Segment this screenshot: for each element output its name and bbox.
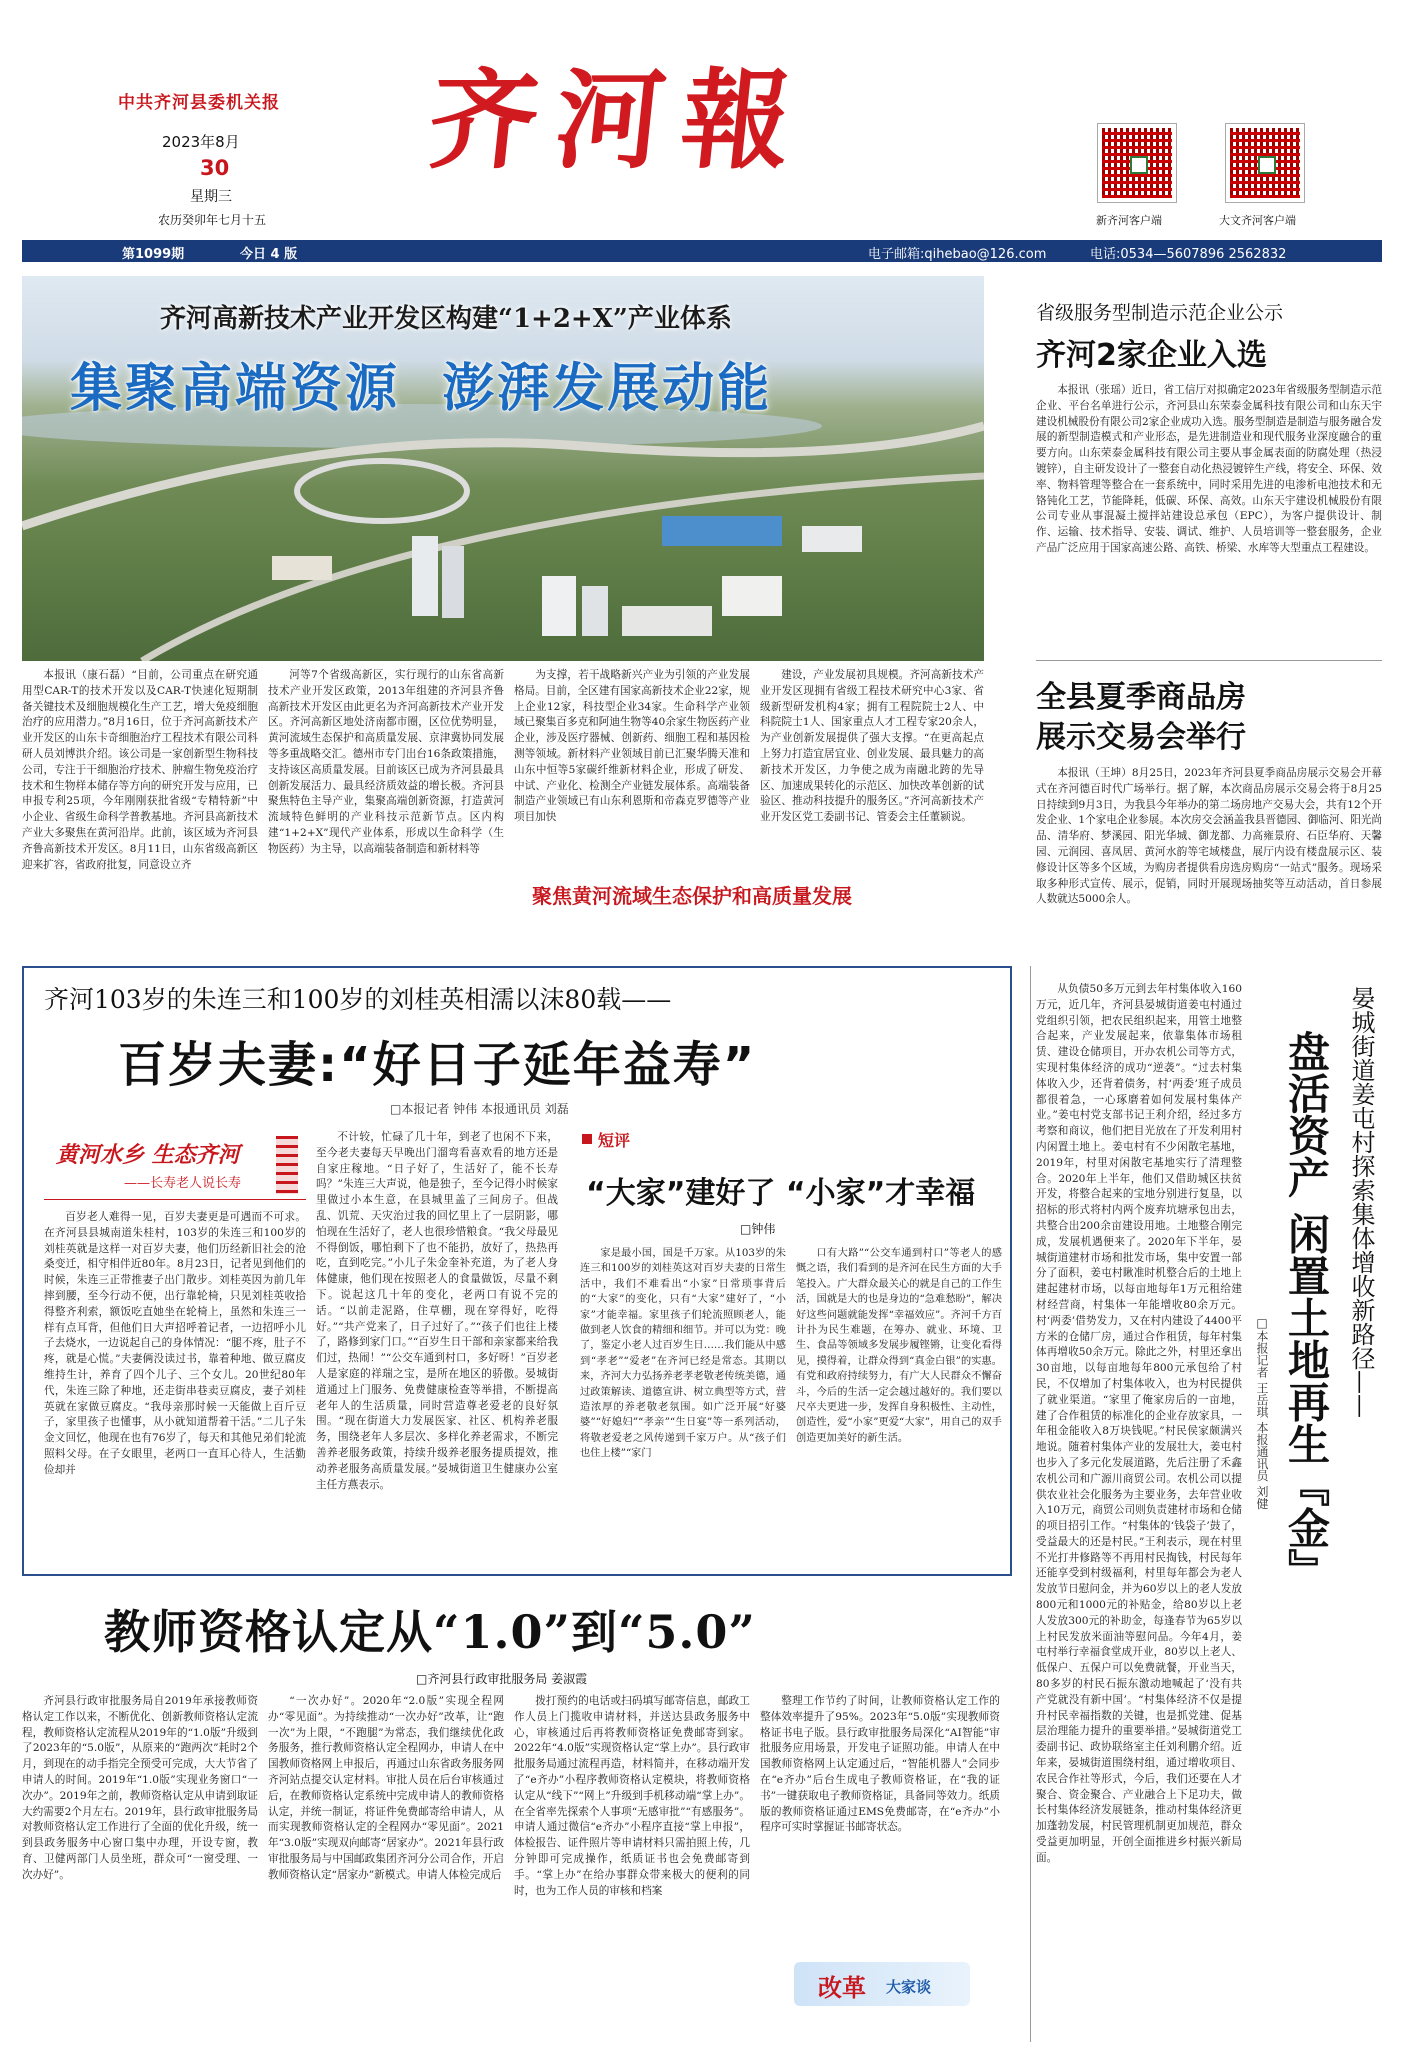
teacher-column-3: 拨打预约的电话或扫码填写邮寄信息，邮政工作人员上门揽收申请材料，并送达县政务服务中心，审核通过后再将教师资格证免费邮寄到家。2022年“4.0版”实现资格认定“掌上办”。县行政审批服务局通过流程再造，材料简并，在移动端开发了“e齐办”小程序教师资格认定模块，将教师资格认定从“线下”“网上”升级到手机移动端“掌上办”。在全省率先探索个人事项“无感审批”“有感服务”。申请人通过微信“e齐办”小程序直接“掌上申报”，体检报告、证件照片等申请材料只需拍照上传，几分钟即可完成操作，纸质证书也会免费邮寄到手。“掌上办”在给办事群众带来极大的便利的同时，也为工作人员的审核和档案 (514, 1695, 750, 1897)
commentary-column-2: 口有大路”“公交车通到村口”等老人的感慨之语，我们看到的是齐河在民生方面的大手笔投入。广大群众最关心的就是自己的工作生活，国就是大的也是身边的“急难愁盼”，解决好这些问题就能发挥“幸福效应”。齐河千方百计扑为民生难题，在筹办、就业、环境、卫生、食品等领域多发展步履铿锵，让变化看得见，摸得着，让群众得到“真金白银”的实惠。有党和政府持续努力，有广大人民群众不懈奋斗，今后的生活一定会越过越好的。我们要以尺卒夫更进一步，发挥自身积极性、主动性，创造性，爱“小家”更爱“大家”，用自己的双手创造更加美好的新生活。 (796, 1248, 1002, 1444)
newspaper-logo: 齐河報 (423, 58, 815, 184)
commentary-title: “大家”建好了 “小家”才幸福 (586, 1176, 976, 1211)
side-byline: □本报记者 王岳琪 本报通讯员 刘健 (1255, 1316, 1269, 1510)
feature-byline: □本报记者 钟伟 本报通讯员 刘磊 (390, 1102, 569, 1116)
teacher-byline: □齐河县行政审批服务局 姜淑霞 (416, 1672, 588, 1686)
right2-title-line1: 全县夏季商品房 (1036, 680, 1246, 715)
page-count: 今日 4 版 (240, 247, 298, 262)
right1-title: 齐河2家企业入选 (1036, 338, 1267, 373)
lead-column-3: 为支撑，若干战略新兴产业为引领的产业发展格局。目前，全区建有国家高新技术企业22家，规上企业12家，科技型企业34家。生命科学产业领域已聚集百多克和阿迪生物等40余家生物医药产业企业，涉及医疗器械、创新药、细胞工程和基因检测等领域。新材料产业领域目前已汇聚华腾天准和山东中恒等5家碳纤维新材料企业，形成了研发、中试、产业化、检测全产业链发展体系。高端装备制造产业领域已有山东利恩斯和帝森克罗德等产业项目加快 (514, 669, 750, 824)
date-day: 30 (200, 156, 230, 180)
divider (1036, 660, 1382, 661)
reform-stamp-a: 改革 (818, 1974, 866, 2002)
commentary-column-1: 家是最小国，国是千万家。从103岁的朱连三和100岁的刘桂英这对百岁夫妻的日常生活中，我们不难看出“小家”日常琐事背后的“大家”的变化，只有“大家”建好了，“小家”才能幸福。家里孩子们轮流照顾老人，能做到老人饮食的精细和细节。并可以为党：晚了，鉴定小老人过百岁生日……我们能从中感到“孝老”“爱老”在齐河已经是常态。其期以来，齐河大力弘扬养老孝老敬老传统美德，通过政策解读、道德宣讲、树立典型等方式，营造浓厚的养老敬老氛围。如广泛开展“好婆婆”“好媳妇”“孝亲”“生日宴”等一系列活动，将敬老爱老之风传递到千家万户。从“孩子们也住上楼”“家门 (580, 1248, 786, 1460)
qr-code-icon[interactable] (1226, 124, 1304, 202)
weekday: 星期三 (190, 189, 232, 205)
qr-code-icon[interactable] (1098, 124, 1176, 202)
lead-headline: 集聚高端资源 澎湃发展动能 (70, 359, 773, 419)
feature-column-1: 百岁老人难得一见，百岁夫妻更是可遇而不可求。在齐河县县城南道朱桂村，103岁的朱连三和100岁的刘桂英就是这样一对百岁夫妻，他们历经新旧社会的沧桑变迁，相守相伴近80年。8月23日，记者见到他们的时候，朱连三正带推妻子出门散步。刘桂英因为前几年摔到腰，至今行动不便，出行靠轮椅，只见刘桂英收拾得整齐利索，额饭吃直她坐在轮椅上，虽然和朱连三一样有点耳背，但他们日大声招呼着记者，一边招呼小儿子去烧水，一边说起自己的身体情况：“腿不疼，肚子不疼，就是心慌。”夫妻俩没读过书，靠着种地、做豆腐皮维持生计，养育了四个儿子、三个女儿。20世纪80年代，朱连三除了种地，还走街串巷卖豆腐皮，妻子刘桂英就在家做豆腐皮。“我母亲那时候一天能做上百斤豆子，家里孩子也懂事，从小就知道帮着干活。”二儿子朱金文回忆，他现在也有76岁了，每天和其他兄弟们轮流照料父母。在子女眼里，老两口一直耳心待人，生活勤俭却并 (44, 1211, 306, 1476)
side-body: 从负债50多万元到去年村集体收入160万元，近几年，齐河县晏城街道姜屯村通过党组织引领，把农民组织起来，用管土地整合起来，产业发展起来，依靠集体市场租赁、建设仓储项目，开办农机公司等方式，实现村集体经济的成功“逆袭”。“过去村集体收入少，还背着债务，村‘两委’班子成员都很着急，一心琢磨着如何发展村集体产业。”姜屯村党支部书记王利介绍，经过多方考察和商议，他们把目光放在了开发利用村内闲置土地上。姜屯村有不少闲散宅基地，2019年，村里对闲散宅基地实行了清理整合。2020年上半年，他们又借助城区扶贫开发，将整合起来的宝地分别进行复垦，以招标的形式将村内两个废弃坑塘承包出去，共整合出200余亩建设用地。土地整合刚完成，发展机遇便来了。2020年下半年，晏城街道建材市场和批发市场，集中安置一部分了面积，姜屯村瞅准时机整合后的土地上建起建材市场，以每亩地每年1万元租给建材经营商，村集体一年能增收80余万元。村‘两委’借势发力，又在村内建设了4400平方米的仓储厂房，通过合作租赁，每年村集体再增收50余万元。除此之外，村里还拿出30亩地，以每亩地每年800元承包给了村民，不仅增加了村集体收入，也为村民提供了就业渠道。“家里了俺家房后的一亩地，建了合作租赁的标准化的企业存放家具，一年租金能收入8万块钱呢。”村民侯家颇满兴地说。随着村集体产业的发展壮大，姜屯村也步入了多元化发展道路，先后注册了禾鑫农机公司和广源川商贸公司。农机公司以提供农业社会化服务为主要业务，去年营业收入10万元，商贸公司则负责建材市场和仓储的项目招引工作。“村集体的‘钱袋子’鼓了，受益最大的还是村民。”王利表示，现在村里不光打井修路等不再用村民掏钱，村民每年还能享受到村级福利，村里每年都会为老人发放节日慰问金，并为60岁以上的老人发放800元和1000元的补贴金，给80岁以上老人发放300元的补助金，每逢春节为65岁以上村民发放米面油等慰问品。今年4月，姜屯村举行幸福食堂成开业，80岁以上老人、低保户、五保户可以免费就餐，开业当天，80多岁的村民石振东激动地喊起了‘没有共产党就没有新中国’。“村集体经济不仅是提升村民幸福指数的关键，也是抓党建、促基层治理能力提升的重要举措。”晏城街道党工委副书记、政协联络室主任刘利鹏介绍。近年来，晏城街道围绕村组，通过增收项目、农民合作社等形式，今后，我们还要在人才聚合、资金聚合、产业融合上下足功夫，做长村集体经济发展链条，推动村集体经济更加蓬勃发展，村民管理机制更加规范，群众受益更加明显，开创全面推进乡村振兴新局面。 (1036, 983, 1242, 1864)
side-divider (1030, 966, 1031, 2042)
commentary-tag-icon (582, 1134, 592, 1144)
commentary-byline: □钟伟 (740, 1222, 776, 1236)
org-name: 中共齐河县委机关报 (118, 93, 280, 113)
phone: 电话:0534—5607896 2562832 (1090, 247, 1287, 262)
issue-number: 第1099期 (122, 247, 185, 262)
right1-body: 本报讯（张瑶）近日，省工信厅对拟确定2023年省级服务型制造示范企业、平台名单进行公示，齐河县山东荣泰金属科技有限公司和山东天宇建设机械股份有限公司2家企业成功入选。服务型制造是制造与服务融合发展的新型制造模式和产业形态，是先进制造业和现代服务业深度融合的重要方向。山东荣泰金属科技有限公司主要从事金属表面的防腐处理（热浸镀锌），自主研发设计了一整套自动化热浸镀锌生产线，将安全、环保、效率、物料管理等整合在一套系统中，同时采用先进的电渗析电池技术和无铬钝化工艺，节能降耗，低碳、环保、高效。山东天宇建设机械股份有限公司专业从事混凝土搅拌站建设总承包（EPC），为客户提供设计、制作、运输、技术指导、安装、调试、维护、人员培训等一整套服务，企业产品广泛应用于国家高速公路、高铁、桥梁、水库等大型重点工程建设。 (1036, 384, 1382, 554)
badge-title: 黄河水乡 生态齐河 (56, 1142, 240, 1168)
side-headline: 盘活资产 闲置土地再生『金』 (1282, 1030, 1331, 1591)
feature-kicker: 齐河103岁的朱连三和100岁的刘桂英相濡以沫80载—— (44, 985, 672, 1014)
feature-headline: 百岁夫妻:“好日子延年益寿” (118, 1037, 757, 1093)
lead-kicker: 齐河高新技术产业开发区构建“1+2+X”产业体系 (160, 304, 732, 334)
teacher-headline: 教师资格认定从“1.0”到“5.0” (104, 1605, 756, 1659)
qr-label-2: 大文齐河客户端 (1219, 214, 1296, 227)
right2-body: 本报讯（王坤）8月25日，2023年齐河县夏季商品房展示交易会开幕式在齐河德百时代广场举行。据了解，本次商品房展示交易会将于8月25日持续到9月3日，为我县今年举办的第二场房地产交易大会，共有12个开发企业、1个家电企业参展。本次房交会涵盖我县晋德园、御临河、阳光尚品、清华府、梦溪园、阳光华城、御龙都、力高雍景府、石臣华府、天馨园、元润园、喜凤居、黄河水韵等宅域楼盘，展厅内设有楼盘展示区、装修设计区等多个区域，为购房者提供看房选房购房“一站式”服务。现场采取多种形式宣传、展示，促销，同时开展现场抽奖等互动活动，首日参展人数就达5000余人。 (1036, 767, 1382, 906)
date-year-month: 2023年8月 (162, 133, 240, 151)
teacher-column-1: 齐河县行政审批服务局自2019年承接教师资格认定工作以来，不断优化、创新教师资格认定流程，教师资格认定流程从2019年的“1.0版”升级到了2023年的“5.0版”，从原来的“跑两次”耗时2个月，到现在的动手指完全预受可完成，大大节省了申请人的时间。2019年“1.0版”实现业务窗口“一次办”。2019年之前，教师资格认定从申请到取证大约需要2个月左右。2019年，县行政审批服务局对教师资格认定工作进行了全面的优化升级，统一到县政务服务中心窗口集中办理，开设专窗，教育、卫健两部门人员坐班，群众可“一窗受理、一次办好”。 (22, 1695, 258, 1881)
pagoda-icon (276, 1136, 298, 1194)
longevity-badge (44, 1130, 306, 1200)
badge-subtitle: ——长寿老人说长寿 (124, 1176, 242, 1191)
lead-column-4: 建设，产业发展初具规模。齐河高新技术产业开发区现拥有省级工程技术研究中心3家、省级新型研发机构4家；拥有工程院院士2人、中科院院士1人、国家重点人才工程专家20余人，为产业创新发展提供了强大支撑。“在更高起点上努力打造宜居宜业、创业发展、最具魅力的高新技术开发区，力争使之成为南融北跨的先导区、加速成果转化的示范区、加快改革创新的试验区、推动科技提升的服务区。”齐河高新技术产业开发区党工委副书记、管委会主任董颍说。 (760, 669, 984, 824)
email: 电子邮箱:qihebao@126.com (868, 247, 1047, 262)
feature-column-2: 不计较，忙碌了几十年，到老了也闲不下来，至今老夫妻每天早晚出门溜弯看喜欢看的地方还是自家庄稼地。“日子好了，生活好了，能不长寿吗？”朱连三大声说，他是独子，至今记得小时候家里做过小本生意，在县城里盖了三间房子。但战乱、饥荒、天灾治过我的回忆里上了一层阴影，哪怕现在生活好了，老人也很珍惜粮食。“我父母最见不得倒饭，哪怕剩下了也不能扔，放好了，热热再吃，直到吃完。”小儿子朱金奎补充道，为了老人身体健康，他们现在按照老人的食量做饭，尽量不剩下。说起这几十年的变化，老两口有说不完的话。“以前走泥路，住草棚，现在穿得好，吃得好。”“共产党来了，日子过好了。”“孩子们也往上楼了，路修到家门口。”“百岁生日干部和亲家都来给我们过，热闹！”“公交车通到村口，多好呀！”百岁老人是家庭的祥瑞之宝，是所在地区的骄傲。晏城街道通过上门服务、免费健康检查等举措，不断提高老年人的生活质量，同时营造尊老爱老的良好氛围。“现在街道大力发展医家、社区、机构养老服务，围绕老年人多层次、多样化养老需求，不断完善养老服务政策，持续升级养老服务提质提效，推动养老服务高质量发展。”晏城街道卫生健康办公室主任方燕表示。 (316, 1131, 558, 1491)
lead-column-2: 河等7个省级高新区，实行现行的山东省高新技术产业开发区政策，2013年组建的齐河县齐鲁高新技术开发区由此更名为齐河高新技术产业开发区。齐河高新区地处济南都市圈，区位优势明显，黄河流域生态保护和高质量发展、京津冀协同发展等多重战略交汇。德州市专门出台16条政策措施，支持该区高质量发展。目前该区已成为齐河县最具创新发展活力、最具经济质效益的增长极。齐河县聚焦特色主导产业，集聚高端创新资源，打造黄河流域特色鲜明的产业科技示范新节点。区内构建“1+2+X”现代产业体系，形成以生命科学（生物医药）为主导，以高端装备制造和新材料等 (268, 669, 504, 855)
qr-label-1: 新齐河客户端 (1096, 214, 1162, 227)
lead-column-1: 本报讯（康石磊）“目前，公司重点在研究通用型CAR-T的技术开发以及CAR-T快速化短期制备关键技术及细胞规模化生产工艺，增大免疫细胞治疗的应用潜力。”8月16日，位于齐河高新技术产业开发区的山东卡奇细胞治疗工程技术有限公司科研人员刘博洪介绍。该公司是一家创新型生物科技公司，专注于干细胞治疗技术、肿瘤生物免疫治疗技术和生物样本储存等方向的研究开发与应用，已申报专利25项，今年刚刚获批省级“专精特新”中小企业、省级生命科学普教基地。齐河县高新技术产业大多聚焦在黄河沿岸。此前，该区域为齐河县齐鲁高新技术开发区。8月11日，山东省级高新区迎来扩容，省政府批复，同意设立齐 (22, 669, 258, 871)
side-kicker: 晏城街道姜屯村探索集体增收新路径—— (1347, 986, 1375, 1418)
reform-stamp (794, 1962, 970, 2006)
reform-stamp-b: 大家谈 (886, 1978, 932, 1996)
teacher-column-2: “一次办好”。2020年“2.0版”实现全程网办“零见面”。为持续推动“一次办好”改革，让“跑一次”为上限，“不跑腿”为常态，我们继续优化政务服务，推行教师资格认定全程网办，申请人在中国教师资格网上申报后，再通过山东省政务服务网齐河站点提交认定材料。审批人员在后台审核通过后，在教师资格认定系统中完成申请人的教师资格认定，并统一制证，将证件免费邮寄给申请人，从而实现教师资格认定的全程网办“零见面”。2021年“3.0版”实现双向邮寄“居家办”。2021年县行政审批服务局与中国邮政集团齐河分公司合作，开启教师资格认定“居家办”新模式。申请人体检完成后 (268, 1695, 504, 1881)
teacher-column-4: 整理工作节约了时间，让教师资格认定工作的整体效率提升了95%。2023年“5.0版”实现教师资格证书电子版。县行政审批服务局深化“AI智能”审批服务应用场景，开发电子证照功能。申请人在中国教师资格网上认定通过后，“智能机器人”会同步在“e齐办”后台生成电子教师资格证，在“我的证书”一键获取电子教师资格证，具备同等效力。纸质版的教师资格证通过EMS免费邮寄，在“e齐办”小程序可实时掌握证书邮寄状态。 (760, 1695, 1000, 1834)
commentary-tag: 短评 (598, 1131, 631, 1150)
right2-title-line2: 展示交易会举行 (1036, 720, 1246, 755)
lunar-date: 农历癸卯年七月十五 (158, 213, 267, 227)
photo-caption-banner: 聚焦黄河流域生态保护和高质量发展 (532, 884, 852, 908)
right1-kicker: 省级服务型制造示范企业公示 (1036, 302, 1284, 324)
